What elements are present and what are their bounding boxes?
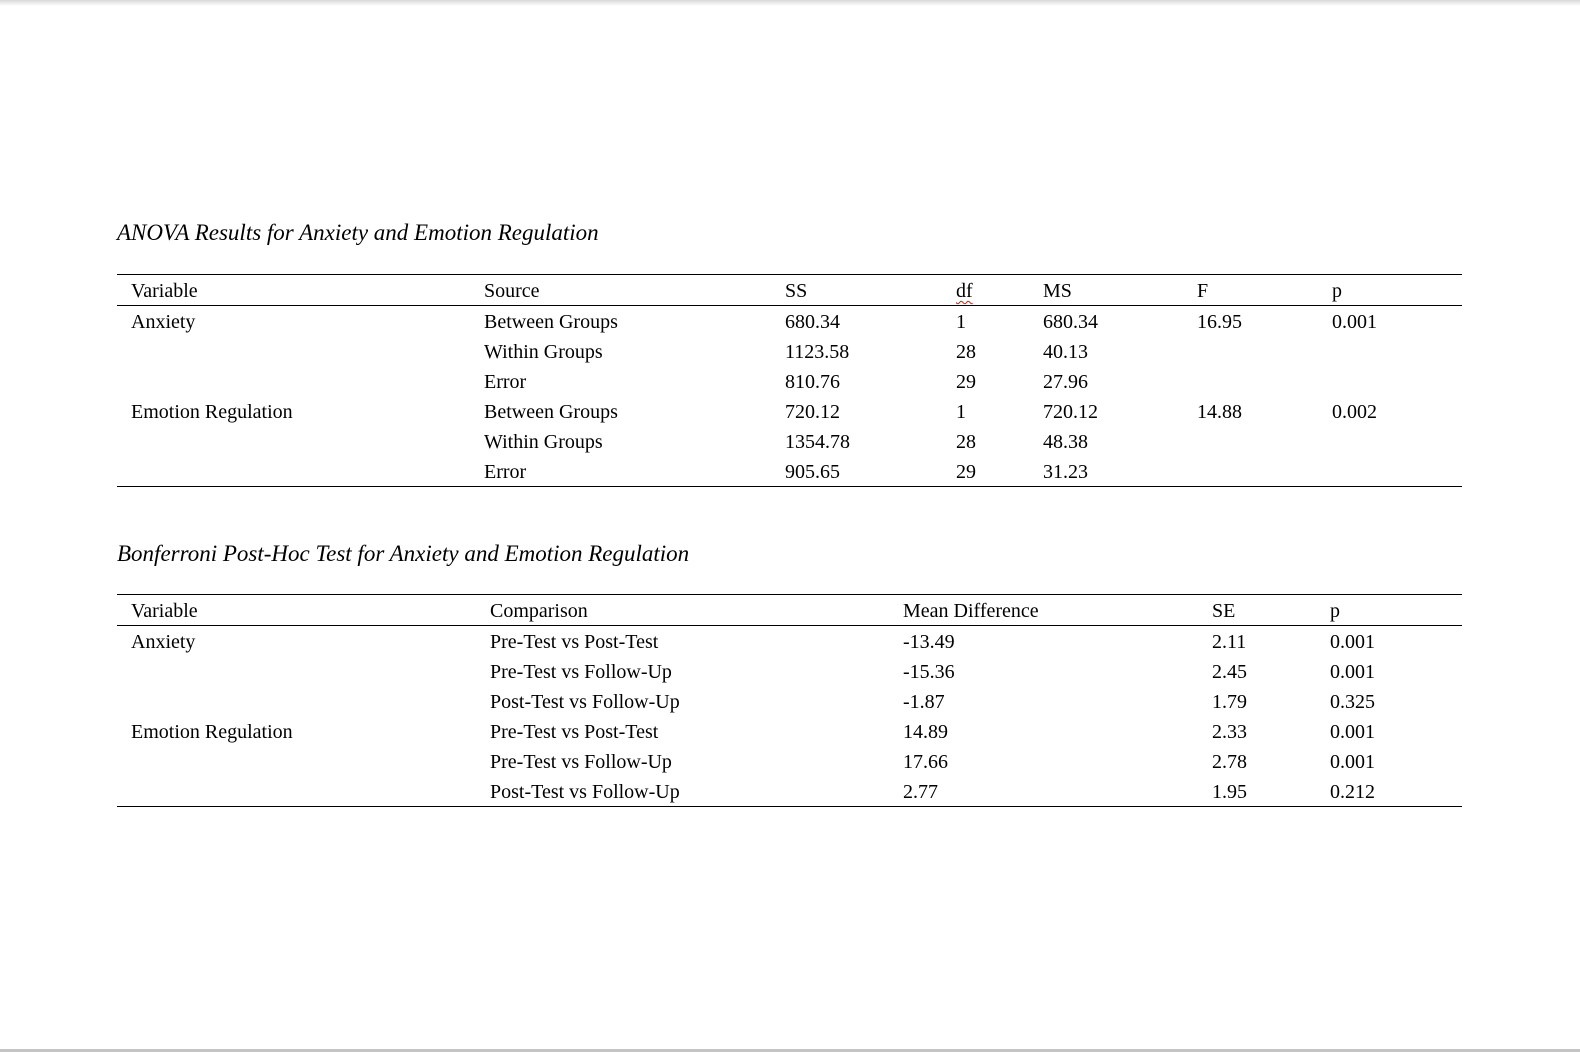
table-row	[117, 426, 1462, 456]
table-row	[117, 626, 1462, 656]
header-se: SE	[1212, 600, 1236, 622]
cell-ms: 40.13	[1043, 341, 1088, 363]
table-row	[117, 746, 1462, 776]
cell-ss: 1123.58	[785, 341, 850, 363]
cell-source: Between Groups	[484, 311, 618, 333]
cell-df: 1	[956, 401, 966, 423]
cell-p: 0.001	[1330, 631, 1375, 653]
table-row	[117, 686, 1462, 716]
cell-comparison: Pre-Test vs Follow-Up	[490, 661, 672, 683]
cell-df: 28	[956, 341, 976, 363]
header-p: p	[1332, 280, 1342, 302]
cell-se: 2.45	[1212, 661, 1247, 683]
cell-variable: Anxiety	[131, 311, 196, 333]
cell-p: 0.325	[1330, 691, 1375, 713]
cell-ss: 680.34	[785, 311, 840, 333]
table-row	[117, 366, 1462, 396]
cell-ms: 31.23	[1043, 461, 1088, 483]
table-row	[117, 656, 1462, 686]
cell-mean-difference: 2.77	[903, 781, 938, 803]
cell-se: 2.11	[1212, 631, 1247, 653]
cell-ms: 27.96	[1043, 371, 1088, 393]
header-df: df	[956, 280, 973, 302]
cell-ss: 810.76	[785, 371, 840, 393]
cell-ss: 905.65	[785, 461, 840, 483]
header-variable: Variable	[131, 600, 198, 622]
cell-p: 0.001	[1330, 751, 1375, 773]
cell-mean-difference: -13.49	[903, 631, 955, 653]
cell-p: 0.212	[1330, 781, 1375, 803]
cell-mean-difference: 17.66	[903, 751, 948, 773]
cell-source: Error	[484, 371, 527, 393]
header-ms: MS	[1043, 280, 1072, 302]
cell-mean-difference: -15.36	[903, 661, 955, 683]
cell-df: 28	[956, 431, 976, 453]
table-row	[117, 716, 1462, 746]
cell-ss: 720.12	[785, 401, 840, 423]
cell-comparison: Post-Test vs Follow-Up	[490, 781, 680, 803]
table-row	[117, 306, 1462, 336]
cell-p: 0.001	[1332, 311, 1377, 333]
cell-df: 29	[956, 371, 976, 393]
cell-p: 0.002	[1332, 401, 1377, 423]
table-row	[117, 776, 1462, 806]
cell-df: 29	[956, 461, 976, 483]
table-row	[117, 456, 1462, 486]
cell-p: 0.001	[1330, 721, 1375, 743]
header-p: p	[1330, 600, 1340, 622]
cell-comparison: Post-Test vs Follow-Up	[490, 691, 680, 713]
cell-se: 2.33	[1212, 721, 1247, 743]
anova-table-caption: ANOVA Results for Anxiety and Emotion Regulation	[117, 220, 599, 245]
cell-mean-difference: -1.87	[903, 691, 945, 713]
bonferroni-header-row	[117, 595, 1462, 626]
cell-f: 14.88	[1197, 401, 1242, 423]
table-row	[117, 336, 1462, 366]
cell-comparison: Pre-Test vs Follow-Up	[490, 751, 672, 773]
table-row	[117, 396, 1462, 426]
cell-f: 16.95	[1197, 311, 1242, 333]
window-top-edge	[0, 0, 1580, 6]
cell-ms: 720.12	[1043, 401, 1098, 423]
cell-ss: 1354.78	[785, 431, 850, 453]
header-variable: Variable	[131, 280, 198, 302]
cell-source: Within Groups	[484, 431, 603, 453]
header-mean-difference: Mean Difference	[903, 600, 1039, 622]
cell-source: Within Groups	[484, 341, 603, 363]
cell-df: 1	[956, 311, 966, 333]
cell-se: 2.78	[1212, 751, 1247, 773]
cell-source: Error	[484, 461, 527, 483]
cell-se: 1.95	[1212, 781, 1247, 803]
cell-source: Between Groups	[484, 401, 618, 423]
cell-variable: Emotion Regulation	[131, 401, 293, 423]
cell-p: 0.001	[1330, 661, 1375, 683]
cell-mean-difference: 14.89	[903, 721, 948, 743]
header-ss: SS	[785, 280, 808, 302]
cell-se: 1.79	[1212, 691, 1247, 713]
cell-comparison: Pre-Test vs Post-Test	[490, 721, 659, 743]
header-comparison: Comparison	[490, 600, 588, 622]
header-source: Source	[484, 280, 540, 302]
cell-variable: Anxiety	[131, 631, 196, 653]
bonferroni-table	[117, 594, 1462, 807]
cell-ms: 680.34	[1043, 311, 1098, 333]
anova-header-row	[117, 275, 1462, 306]
cell-variable: Emotion Regulation	[131, 721, 293, 743]
cell-comparison: Pre-Test vs Post-Test	[490, 631, 659, 653]
anova-table	[117, 274, 1462, 487]
bonferroni-table-caption: Bonferroni Post-Hoc Test for Anxiety and Emotion Regulation	[117, 541, 690, 566]
cell-ms: 48.38	[1043, 431, 1088, 453]
header-f: F	[1197, 280, 1209, 302]
